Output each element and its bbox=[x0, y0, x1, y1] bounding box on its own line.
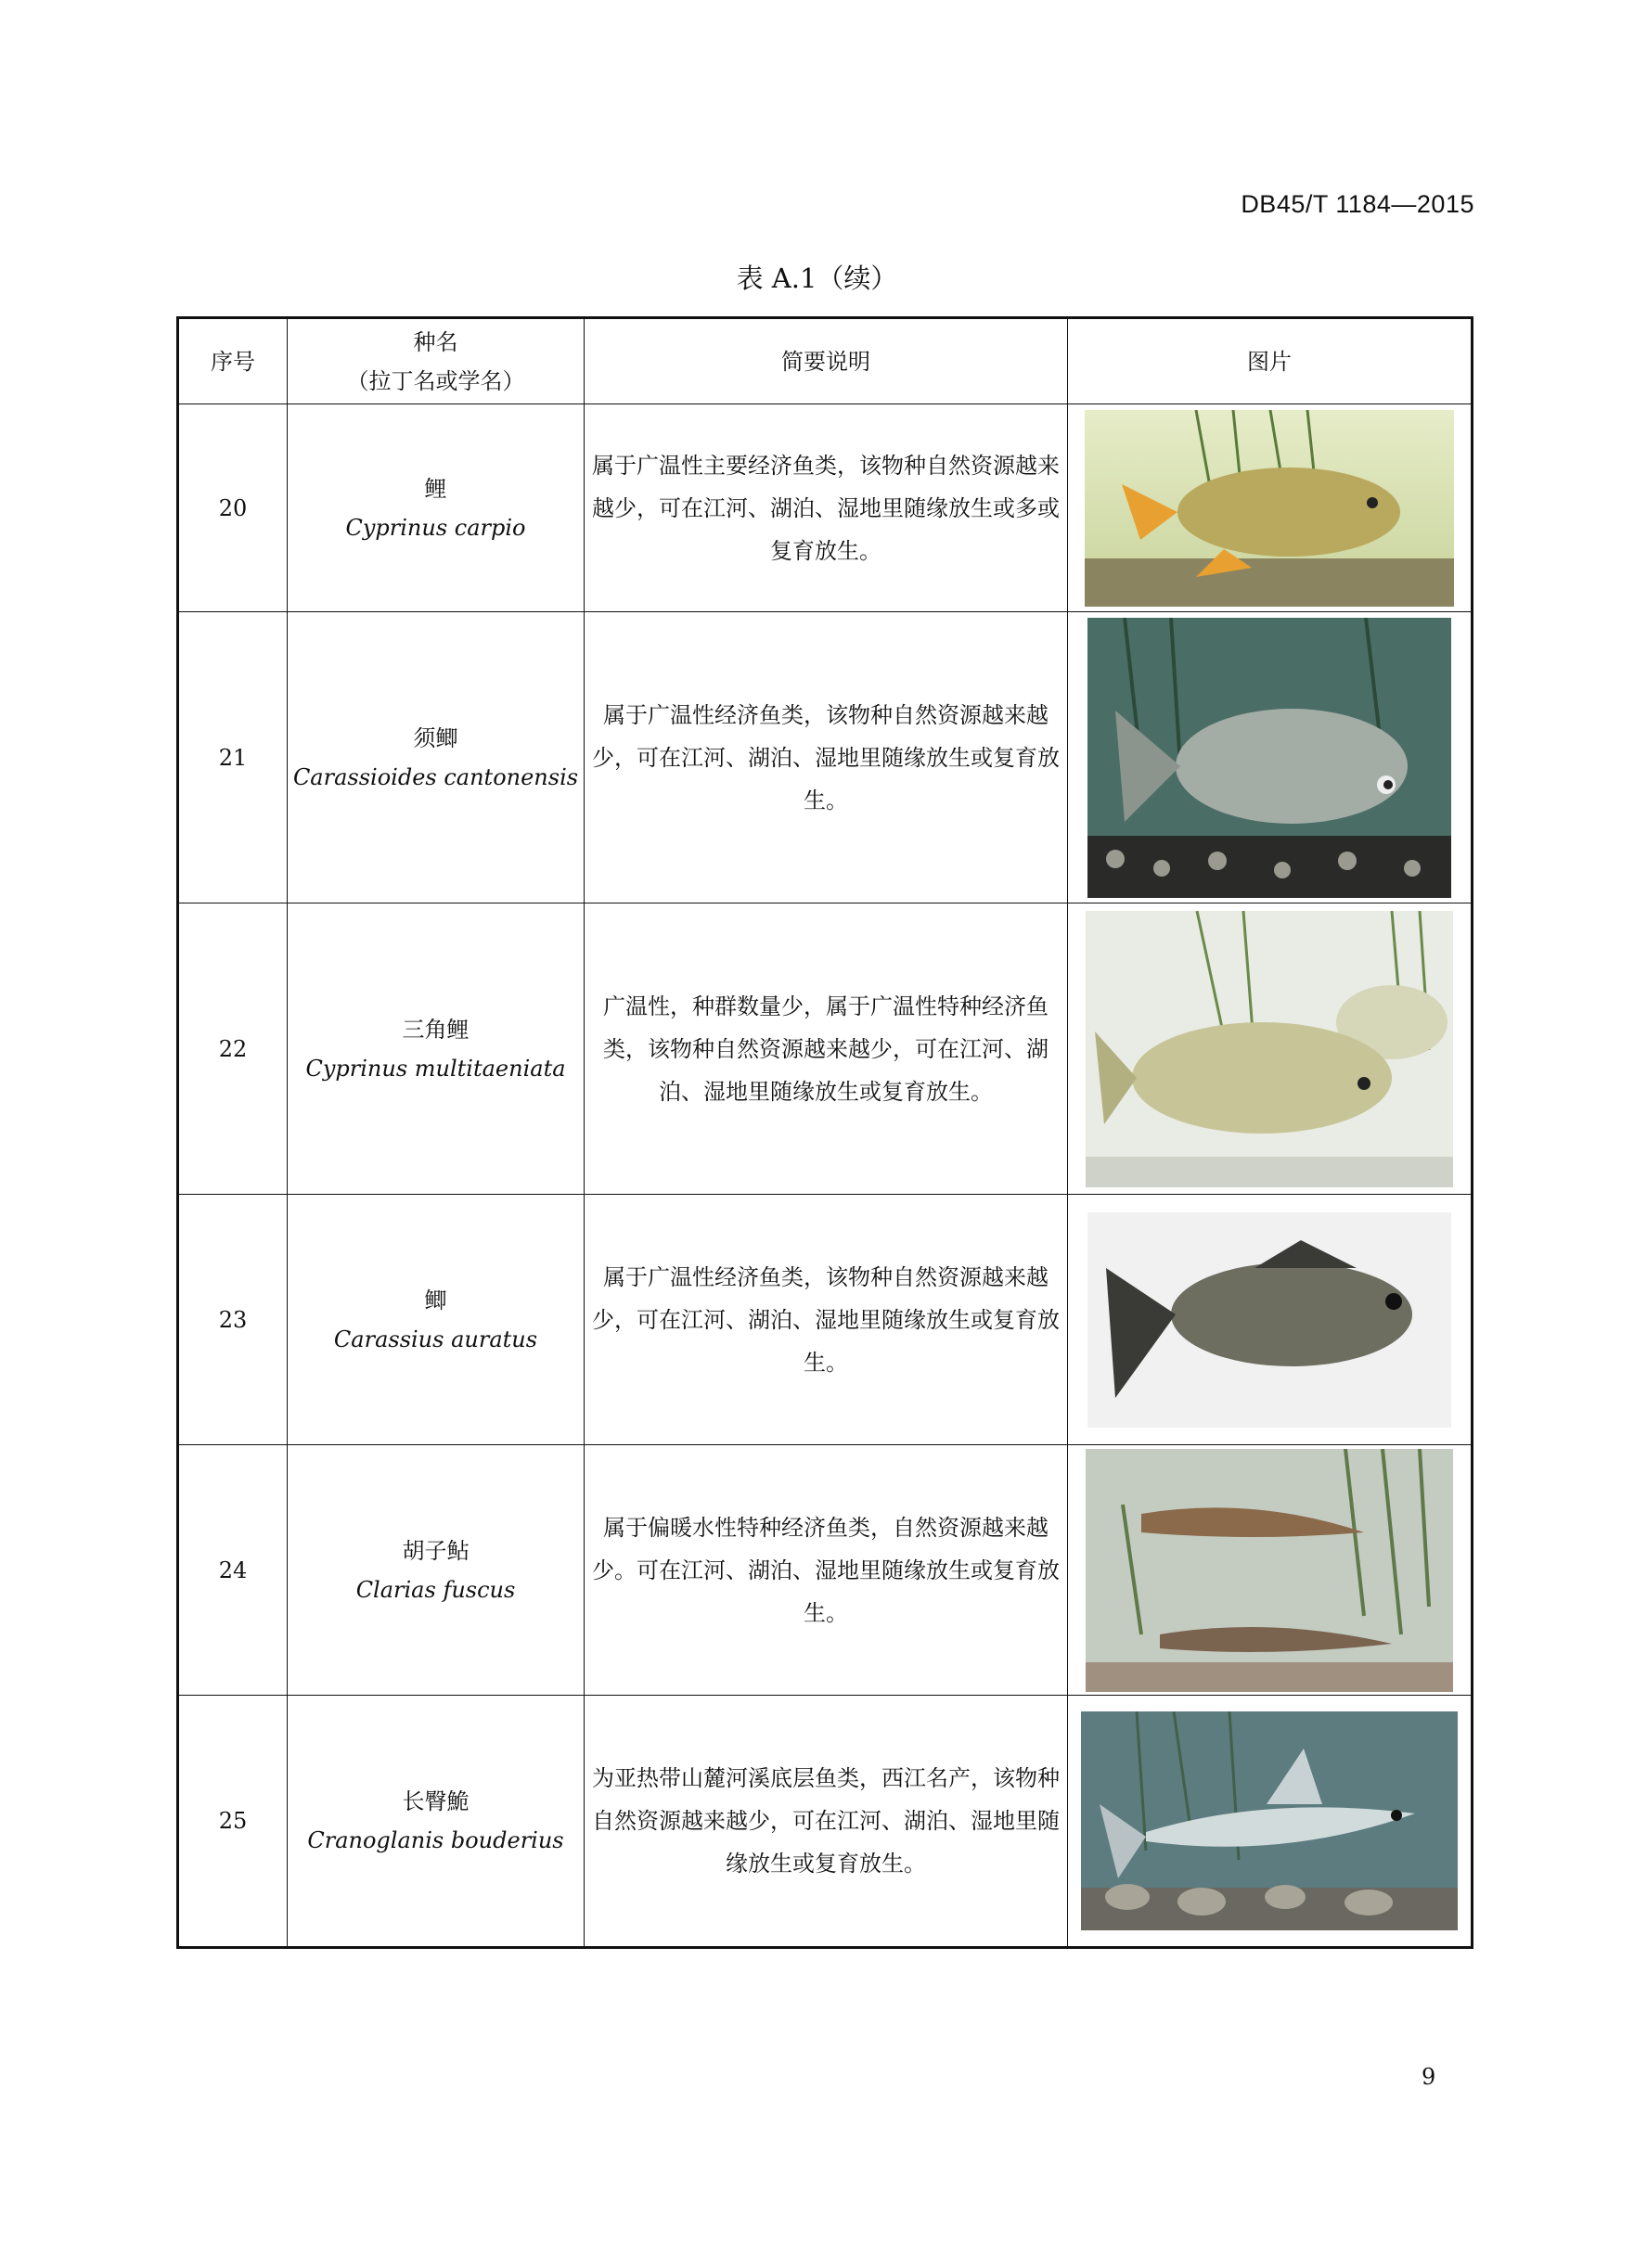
species-description: 广温性，种群数量少，属于广温性特种经济鱼类，该物种自然资源越来越少，可在江河、湖泊、湿地里随缘放生或复育放生。 bbox=[585, 903, 1068, 1195]
row-number: 25 bbox=[178, 1696, 288, 1948]
header-desc: 简要说明 bbox=[585, 318, 1068, 404]
table-row bbox=[178, 1445, 1473, 1696]
table-row bbox=[178, 612, 1473, 903]
page-number: 9 bbox=[1422, 2064, 1436, 2090]
species-description: 属于偏暖水性特种经济鱼类，自然资源越来越少。可在江河、湖泊、湿地里随缘放生或复育放生。 bbox=[585, 1445, 1068, 1696]
row-number: 20 bbox=[178, 404, 288, 612]
species-description: 属于广温性主要经济鱼类，该物种自然资源越来越少，可在江河、湖泊、湿地里随缘放生或多或复育放生。 bbox=[585, 404, 1068, 612]
species-name-latin: Cyprinus carpio bbox=[345, 514, 526, 541]
clarias-photo bbox=[1086, 1449, 1453, 1692]
header-name bbox=[288, 318, 585, 404]
table-row bbox=[178, 1696, 1473, 1948]
crucian-carp-photo bbox=[1087, 1212, 1451, 1428]
header-image: 图片 bbox=[1068, 318, 1473, 404]
species-name bbox=[288, 903, 585, 1195]
species-image-cell bbox=[1068, 612, 1473, 903]
species-image-cell bbox=[1068, 1696, 1473, 1948]
species-name-latin: Clarias fuscus bbox=[355, 1576, 516, 1603]
row-number: 22 bbox=[178, 903, 288, 1195]
species-description: 为亚热带山麓河溪底层鱼类，西江名产，该物种自然资源越来越少，可在江河、湖泊、湿地里随缘放生或复育放生。 bbox=[585, 1696, 1068, 1948]
header-name-latin: （拉丁名或学名） bbox=[346, 367, 525, 394]
table-row bbox=[178, 903, 1473, 1195]
species-name-cn: 三角鲤 bbox=[402, 1016, 470, 1043]
species-name-cn: 长臀鮠 bbox=[402, 1788, 470, 1814]
species-name-cn: 鲫 bbox=[424, 1287, 447, 1313]
species-name-latin: Cranoglanis bouderius bbox=[307, 1827, 564, 1853]
species-name-latin: Cyprinus multitaeniata bbox=[305, 1055, 566, 1082]
species-name-latin: Carassioides cantonensis bbox=[292, 763, 579, 790]
table-row bbox=[178, 404, 1473, 612]
species-description: 属于广温性经济鱼类，该物种自然资源越来越少，可在江河、湖泊、湿地里随缘放生或复育放生。 bbox=[585, 612, 1068, 903]
row-number: 21 bbox=[178, 612, 288, 903]
row-number: 24 bbox=[178, 1445, 288, 1696]
species-name bbox=[288, 1195, 585, 1445]
species-name-cn: 须鲫 bbox=[413, 724, 458, 751]
row-number: 23 bbox=[178, 1195, 288, 1445]
species-name-cn: 胡子鲇 bbox=[402, 1537, 470, 1564]
species-image-cell bbox=[1068, 404, 1473, 612]
species-name bbox=[288, 1445, 585, 1696]
table-title: 表 A.1（续） bbox=[736, 263, 898, 294]
triangle-carp-photo bbox=[1086, 911, 1453, 1187]
carassioides-photo bbox=[1087, 618, 1451, 898]
document-code: DB45/T 1184—2015 bbox=[1241, 190, 1474, 218]
species-image-cell bbox=[1068, 903, 1473, 1195]
species-name-latin: Carassius auratus bbox=[333, 1326, 538, 1352]
species-name-cn: 鲤 bbox=[424, 475, 447, 502]
species-name bbox=[288, 404, 585, 612]
species-image-cell bbox=[1068, 1195, 1473, 1445]
cranoglanis-photo bbox=[1081, 1711, 1458, 1930]
species-name bbox=[288, 1696, 585, 1948]
common-carp-photo bbox=[1085, 410, 1454, 607]
header-name-cn: 种名 bbox=[413, 328, 458, 355]
species-table bbox=[176, 316, 1473, 1949]
table-row bbox=[178, 1195, 1473, 1445]
species-image-cell bbox=[1068, 1445, 1473, 1696]
species-name bbox=[288, 612, 585, 903]
header-no: 序号 bbox=[178, 318, 288, 404]
table-header-row bbox=[178, 318, 1473, 404]
species-description: 属于广温性经济鱼类，该物种自然资源越来越少，可在江河、湖泊、湿地里随缘放生或复育放生。 bbox=[585, 1195, 1068, 1445]
